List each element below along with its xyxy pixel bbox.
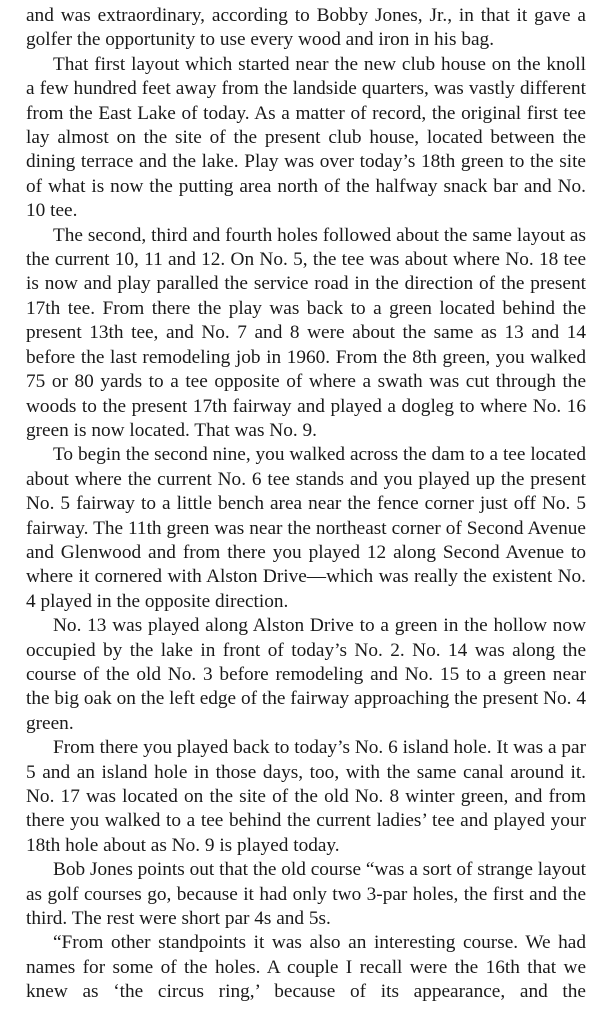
paragraph-second-nine: To begin the second nine, you walked across the dam to a tee located about where the current No. 6 tee stands and you played up the present No. 5 fairway to a little bench area near the fence corner just off No. 5 fairway. The 11th green was near the northeast corner of Second Avenue and Glenwood and from there you played 12 along Second Avenue to where it cornered with Alston Drive—which was really the existent No. 4 played in the opposite direction. (26, 444, 586, 612)
paragraph-hole-13: No. 13 was played along Alston Drive to a green in the hollow now occupied by the lake in front of today’s No. 2. No. 14 was along the course of the old No. 3 before remodeling and No. 15 to a green near the big oak on the left edge of the fairway approaching the present No. 4 green. (26, 615, 586, 734)
paragraph-continued: and was extraordinary, according to Bobby Jones, Jr., in that it gave a golfer the opportunity to use every wood and iron in his bag. (26, 5, 586, 51)
paragraph-hole-names: “From other standpoints it was also an interesting course. We had names for some of the holes. A couple I recall were the 16th that we knew as ‘the circus ring,’ because of its appearance, and the (26, 932, 586, 1003)
paragraph-bob-jones-quote: Bob Jones points out that the old course “was a sort of strange layout as golf courses go, because it had only two 3-par holes, the first and the third. The rest were short par 4s and 5s. (26, 859, 586, 930)
paragraph-first-layout: That first layout which started near the new club house on the knoll a few hundred feet away from the landside quarters, was vastly different from the East Lake of today. As a matter of record, the original first tee lay almost on the site of the present club house, located between the dining terrace and the lake. Play was over today’s 18th green to the site of what is now the putting area north of the halfway snack bar and No. 10 tee. (26, 53, 586, 222)
paragraph-early-holes: The second, third and fourth holes followed about the same layout as the current 10, 11 and 12. On No. 5, the tee was about where No. 18 tee is now and play paralled the service road in the direction of the present 17th tee. From there the play was back to a green located behind the present 13th tee, and No. 7 and 8 were about the same as 13 and 14 before the last remodeling job in 1960. From the 8th green, you walked 75 or 80 yards to a tee opposite of where a swath was cut through the woods to the present 17th fairway and played a dogleg to where No. 16 green is now located. That was No. 9. (26, 224, 586, 441)
paragraph-island-hole: From there you played back to today’s No. 6 island hole. It was a par 5 and an island hole in those days, too, with the same canal around it. No. 17 was located on the site of the old No. 8 winter green, and from there you walked to a tee behind the current ladies’ tee and played your 18th hole about as No. 9 is played today. (26, 737, 586, 856)
